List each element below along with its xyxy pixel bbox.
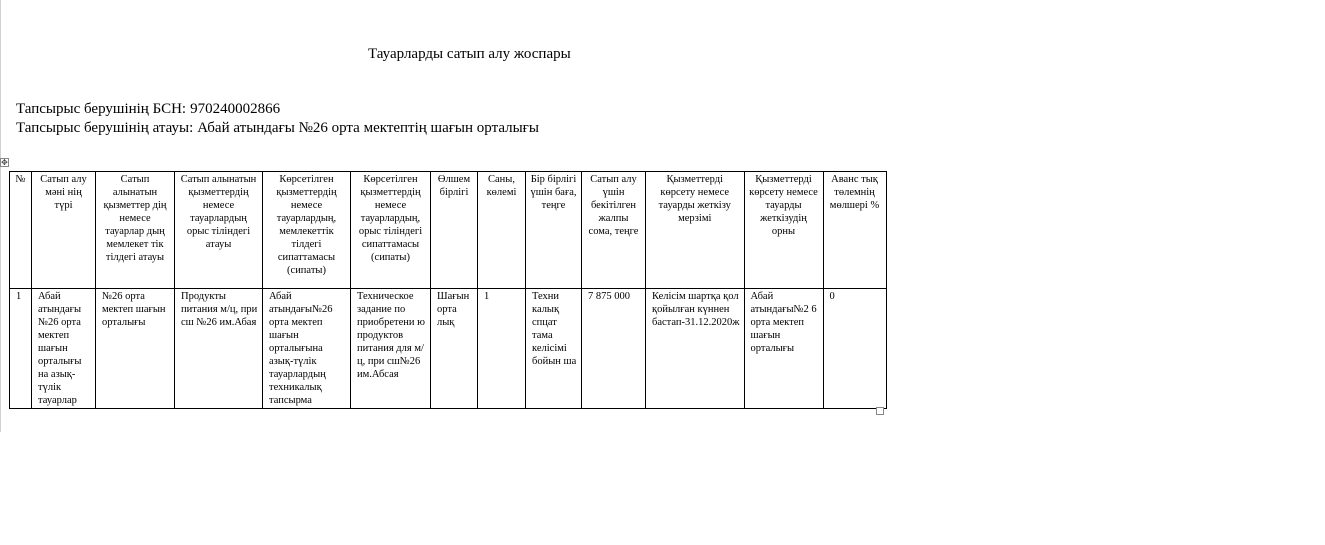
header-procurement-type: Сатып алу мәні нің түрі: [32, 172, 96, 289]
customer-name-line: [16, 120, 539, 137]
cell-delivery-place: Абай атындағы№2 6 орта мектеп шағын орталығы: [744, 289, 823, 409]
customer-name-value: Абай атындағы №26 орта мектептің шағын орталығы: [197, 120, 539, 136]
cell-description-kazakh: Абай атындағы№26 орта мектеп шағын орталығына азық-түлік тауарлардың техникалық тапсырма: [263, 289, 351, 409]
cell-name-kazakh: №26 орта мектеп шағын орталығы: [96, 289, 175, 409]
header-delivery-term: Қызметтерді көрсету немесе тауарды жеткізу мерзімі: [646, 172, 745, 289]
cell-description-russian: Техническое задание по приобретени ю продуктов питания для м/ц, при сш№26 им.Абсая: [351, 289, 431, 409]
header-total-sum: Сатып алу үшін бекітілген жалпы сома, теңге: [582, 172, 646, 289]
cell-unit: Шағын орта лық: [431, 289, 478, 409]
cell-unit-price: Техни калық спцат тама келісімі бойын ша: [526, 289, 582, 409]
customer-bin-line: [16, 101, 280, 118]
document-title: Тауарларды сатып алу жоспары: [368, 46, 571, 62]
table-resize-handle[interactable]: [876, 407, 884, 415]
header-name-russian: Сатып алынатын қызметтердің немесе тауарлардың орыс тіліндегі атауы: [175, 172, 263, 289]
table-move-handle-icon[interactable]: ✥: [1, 158, 8, 167]
cell-procurement-type: Абай атындағы №26 орта мектеп шағын орталығы на азық-түлік тауарлар: [32, 289, 96, 409]
page-left-edge: [0, 0, 1, 432]
cell-quantity: 1: [478, 289, 526, 409]
header-quantity: Саны, көлемі: [478, 172, 526, 289]
procurement-plan-table: [9, 171, 887, 409]
customer-name-label: Тапсырыс берушінің атауы:: [16, 120, 194, 136]
table-row: [10, 289, 887, 409]
cell-total-sum: 7 875 000: [582, 289, 646, 409]
header-description-kazakh: Көрсетілген қызметтердің немесе тауарлардың, мемлекеттік тілдегі сипаттамасы (сипаты): [263, 172, 351, 289]
customer-bin-label: Тапсырыс берушінің БСН:: [16, 101, 187, 117]
cell-delivery-term: Келісім шартқа қол қойылған күннен бастап-31.12.2020ж: [646, 289, 745, 409]
cell-number: 1: [10, 289, 32, 409]
table-header-row: [10, 172, 887, 289]
customer-bin-value: 970240002866: [190, 101, 281, 117]
cell-name-russian: Продукты питания м/ц, при сш №26 им.Абая: [175, 289, 263, 409]
cell-advance-payment: 0: [823, 289, 886, 409]
header-unit-price: Бір бірлігі үшін баға, теңге: [526, 172, 582, 289]
header-number: №: [10, 172, 32, 289]
header-description-russian: Көрсетілген қызметтердің немесе тауарлардың, орыс тіліндегі сипаттамасы (сипаты): [351, 172, 431, 289]
header-name-kazakh: Сатып алынатын қызметтер дің немесе тауарлар дың мемлекет тік тілдегі атауы: [96, 172, 175, 289]
header-delivery-place: Қызметтерді көрсету немесе тауарды жеткізудің орны: [744, 172, 823, 289]
header-advance-payment: Аванс тық төлемнің мөлшері %: [823, 172, 886, 289]
header-unit: Өлшем бірлігі: [431, 172, 478, 289]
